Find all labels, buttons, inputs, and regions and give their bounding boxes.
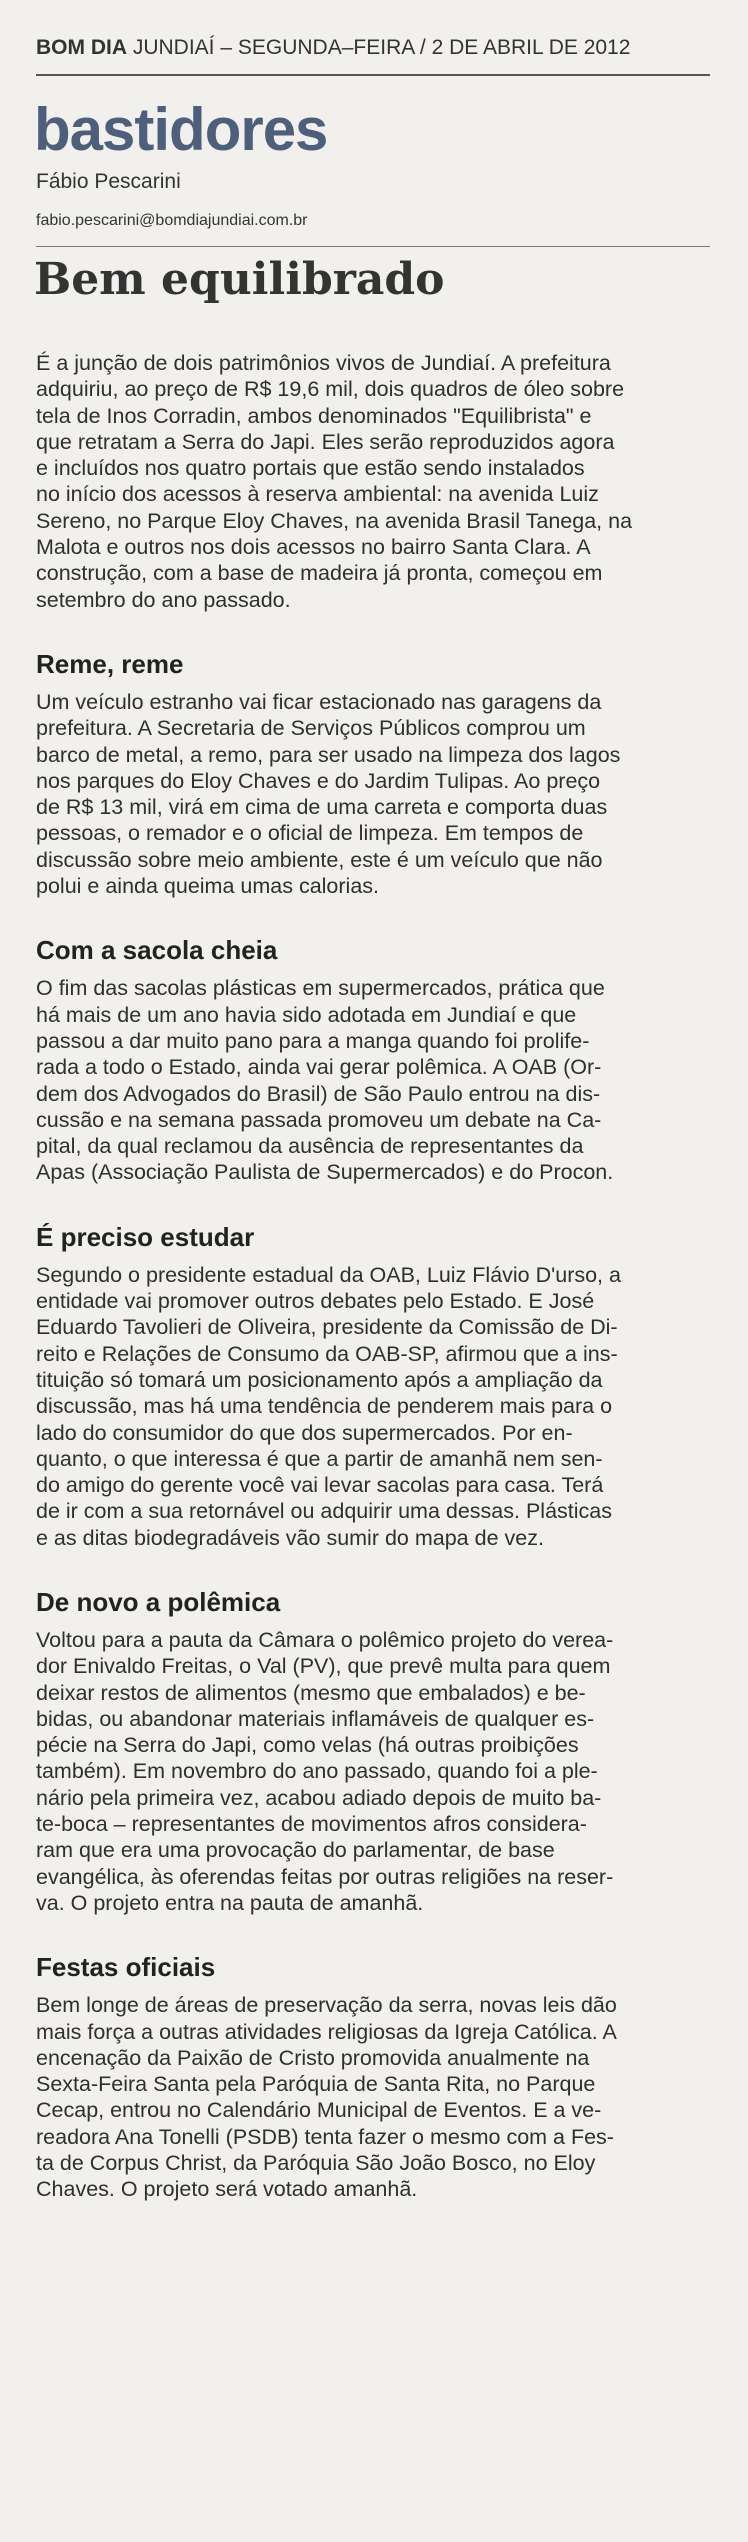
- section-line: ram que era uma provocação do parlamentar, de base: [36, 1838, 555, 1863]
- intro-line: e incluídos nos quatro portais que estão sendo instalados: [36, 456, 585, 481]
- section-line: evangélica, às oferendas feitas por outras religiões na reser-: [36, 1864, 614, 1889]
- article-section: [36, 933, 710, 1185]
- section-subheading: Reme, reme: [36, 648, 184, 679]
- section-line: há mais de um ano havia sido adotada em Jundiaí e que: [36, 1002, 577, 1027]
- header-rule: [36, 246, 710, 247]
- section-line: tituição só tomará um posicionamento após a ampliação da: [36, 1367, 603, 1392]
- section-line: do amigo do gerente você vai levar sacolas para casa. Terá: [36, 1473, 604, 1498]
- section-line: O fim das sacolas plásticas em supermercados, prática que: [36, 976, 605, 1001]
- section-line: nário pela primeira vez, acabou adiado depois de muito ba-: [36, 1785, 602, 1810]
- section-line: reito e Relações de Consumo da OAB-SP, afirmou que a ins-: [36, 1341, 618, 1366]
- section-line: polui e ainda queima umas calorias.: [36, 874, 380, 899]
- intro-line: que retratam a Serra do Japi. Eles serão reproduzidos agora: [36, 429, 615, 454]
- section-line: readora Ana Tonelli (PSDB) tenta fazer o mesmo com a Fes-: [36, 2124, 614, 2149]
- section-line: te-boca – representantes de movimentos afros considera-: [36, 1812, 587, 1837]
- top-rule: [36, 74, 710, 76]
- section-line: Um veículo estranho vai ficar estacionado nas garagens da: [36, 689, 602, 714]
- section-line: prefeitura. A Secretaria de Serviços Públicos comprou um: [36, 716, 586, 741]
- section-line: rada a todo o Estado, ainda vai gerar polêmica. A OAB (Or-: [36, 1055, 602, 1080]
- section-subheading: É preciso estudar: [36, 1221, 255, 1252]
- section-subheading: Com a sacola cheia: [36, 935, 278, 966]
- section-line: Sexta-Feira Santa pela Paróquia de Santa Rita, no Parque: [36, 2072, 596, 2097]
- section-line: Voltou para a pauta da Câmara o polêmico projeto do verea-: [36, 1627, 614, 1652]
- article-section: [36, 647, 710, 899]
- section-line: pessoas, o remador e o oficial de limpeza. Em tempos de: [36, 821, 584, 846]
- section-line: discussão, mas há uma tendência de penderem mais para o: [36, 1394, 613, 1419]
- section-subheading: Festas oficiais: [36, 1952, 216, 1983]
- intro-paragraph: [36, 350, 710, 613]
- paper-name: BOM DIA: [36, 36, 127, 59]
- section-line: bidas, ou abandonar materiais inflamáveis de qualquer es-: [36, 1706, 595, 1731]
- article-section: [36, 1950, 710, 2202]
- section-line: encenação da Paixão de Cristo promovida anualmente na: [36, 2045, 590, 2070]
- section-line: dem dos Advogados do Brasil) de São Paulo entrou na dis-: [36, 1081, 601, 1106]
- section-subheading: De novo a polêmica: [36, 1586, 281, 1617]
- section-line: também). Em novembro do ano passado, quando foi a ple-: [36, 1759, 598, 1784]
- intro-line: setembro do ano passado.: [36, 587, 291, 612]
- intro-line: no início dos acessos à reserva ambiental: na avenida Luiz: [36, 482, 599, 507]
- section-line: Eduardo Tavolieri de Oliveira, presidente da Comissão de Di-: [36, 1315, 618, 1340]
- section-line: quanto, o que interessa é que a partir de amanhã nem sen-: [36, 1446, 603, 1471]
- section-line: lado do consumidor do que dos supermercados. Por en-: [36, 1420, 573, 1445]
- column-author: Fábio Pescarini: [36, 170, 181, 193]
- intro-line: Malota e outros nos dois acessos no bairro Santa Clara. A: [36, 535, 591, 560]
- column-email: fabio.pescarini@bomdiajundiai.com.br: [36, 212, 308, 229]
- section-line: Apas (Associação Paulista de Supermercados) e do Procon.: [36, 1160, 614, 1185]
- intro-line: Sereno, no Parque Eloy Chaves, na avenida Brasil Tanega, na: [36, 508, 633, 533]
- intro-line: adquiriu, ao preço de R$ 19,6 mil, dois quadros de óleo sobre: [36, 377, 625, 402]
- section-line: Segundo o presidente estadual da OAB, Luiz Flávio D'urso, a: [36, 1262, 621, 1287]
- section-line: e as ditas biodegradáveis vão sumir do mapa de vez.: [36, 1525, 544, 1550]
- intro-line: construção, com a base de madeira já pronta, começou em: [36, 561, 603, 586]
- section-line: va. O projeto entra na pauta de amanhã.: [36, 1890, 424, 1915]
- section-line: de R$ 13 mil, virá em cima de uma carreta e comporta duas: [36, 795, 608, 820]
- section-line: Bem longe de áreas de preservação da serra, novas leis dão: [36, 1993, 617, 2018]
- intro-line: É a junção de dois patrimônios vivos de Jundiaí. A prefeitura: [36, 351, 611, 375]
- masthead: [36, 36, 710, 60]
- section-line: Cecap, entrou no Calendário Municipal de Eventos. E a ve-: [36, 2098, 602, 2123]
- section-line: entidade vai promover outros debates pelo Estado. E José: [36, 1289, 595, 1314]
- intro-line: tela de Inos Corradin, ambos denominados "Equilibrista" e: [36, 403, 592, 428]
- section-line: dor Enivaldo Freitas, o Val (PV), que prevê multa para quem: [36, 1654, 611, 1679]
- article-headline: Bem equilibrado: [34, 254, 445, 305]
- masthead-dateline: JUNDIAÍ – SEGUNDA–FEIRA / 2 DE ABRIL DE 2012: [132, 36, 631, 59]
- section-line: ta de Corpus Christ, da Paróquia São João Bosco, no Eloy: [36, 2151, 596, 2176]
- section-line: cussão e na semana passada promoveu um debate na Ca-: [36, 1107, 602, 1132]
- section-line: mais força a outras atividades religiosas da Igreja Católica. A: [36, 2019, 617, 2044]
- section-line: barco de metal, a remo, para ser usado na limpeza dos lagos: [36, 742, 621, 767]
- section-line: deixar restos de alimentos (mesmo que embalados) e be-: [36, 1680, 586, 1705]
- article-section: [36, 1220, 710, 1551]
- section-line: passou a dar muito pano para a manga quando foi prolife-: [36, 1028, 590, 1053]
- section-line: nos parques do Eloy Chaves e do Jardim Tulipas. Ao preço: [36, 768, 601, 793]
- article-section: [36, 1585, 710, 1916]
- article-body: [36, 350, 710, 2203]
- section-line: de ir com a sua retornável ou adquirir uma dessas. Plásticas: [36, 1499, 612, 1524]
- section-line: pital, da qual reclamou da ausência de representantes da: [36, 1134, 584, 1159]
- column-section-name: bastidores: [34, 96, 328, 163]
- section-line: discussão sobre meio ambiente, este é um veículo que não: [36, 847, 603, 872]
- section-line: pécie na Serra do Japi, como velas (há outras proibições: [36, 1733, 579, 1758]
- section-line: Chaves. O projeto será votado amanhã.: [36, 2177, 418, 2202]
